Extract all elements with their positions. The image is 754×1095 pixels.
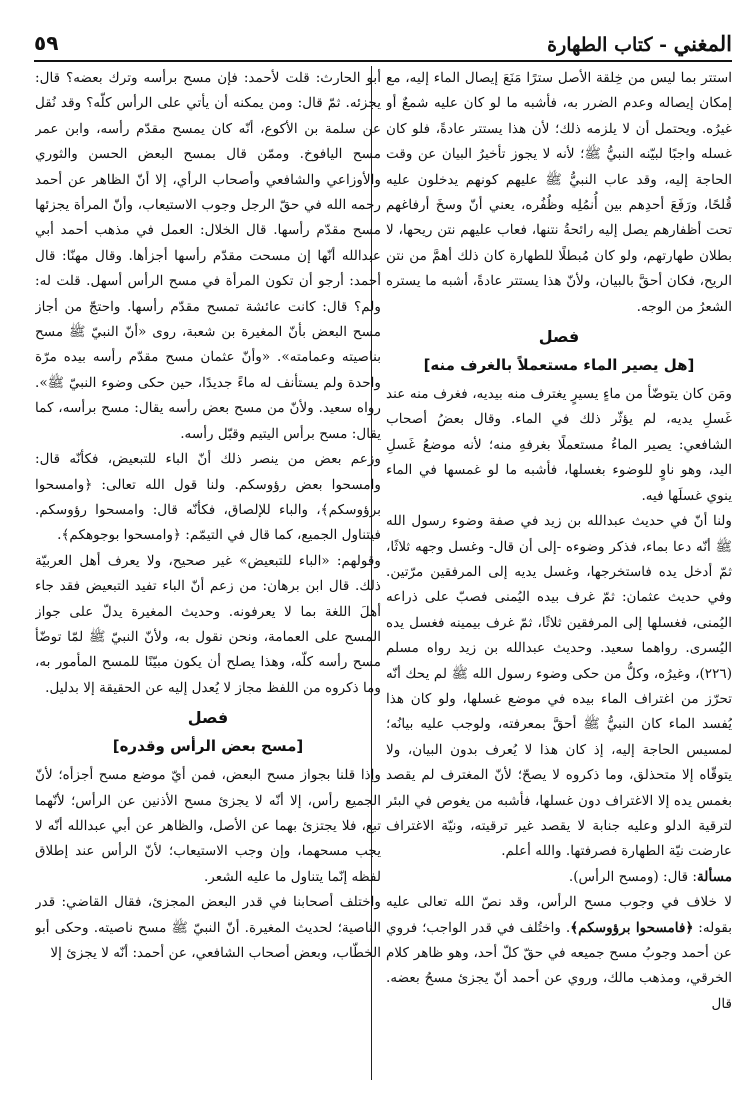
paragraph: [386, 890, 732, 1017]
left-column: [35, 66, 381, 1080]
paragraph: ولنا أنّ في حديث عبدالله بن زيد في صفة وضوء رسول الله ﷺ أنّه دعا بماء، فذكر وضوءه -إلى أن قال- وغسل وجهه ثلاثًا، ثمّ أدخل يده فاستخرجها، وغسل يديه إلى المرفقين مرّتين. وفي حديث عثمان: ثمّ غرف بيده اليُمنى فصبّ على ذراعه اليُمنى، فغسلها إلى المرفقين ثلاثًا، ثمّ غرف بيمينه فغسل يده اليُسرى. رواهما سعيد. وحديث عبدالله بن زيد رواه مسلم (٢٢٦)، وغيرُه، وكلُّ من حكى وضوء رسول الله ﷺ لم يحك أنّه تحرّز من اغتراف الماء بيده في موضع غسلها، ولو كان هذا يُفسد الماء كان النبيُّ ﷺ أحقَّ بمعرفته، ولوجب عليه بيانُه؛ لمسيس الحاجة إليه، إذ كان هذا لا يُعرف بدون البيان، ولا يتوقّاه إلا متحذلق، وما ذكروه لا يصحّ؛ لأنّ المغترف لم يقصد بغمس يده إلا الاغتراف دون غسلها، فأشبه من يغوص في البئر لترقية الدلو وعليه جنابة لا يقصد غير ترقيته، ونيّة الاغتراف عارضت نيّة الطهارة فصرفتها. والله أعلم.: [386, 513, 732, 860]
right-column: [386, 66, 732, 1080]
paragraph: ومَن كان يتوضّأ من ماءٍ يسيرٍ يغترف منه بيديه، فغرف منه عند غَسلِ يديه، لم يؤثّر ذلك في الماء. وقال بعضُ أصحاب الشافعي: يصير الماءُ مستعملًا بغرفهِ منه؛ لأنه موضعُ غَسلِ اليد، وهو ناوٍ للوضوء بغسلها، فأشبه ما لو غمسها في الماء ينوي غسلَها فيه.: [386, 386, 732, 504]
paragraph: أبو الحارث: قلت لأحمد: فإن مسح برأسه وترك بعضه؟ قال: يجزئه. ثمّ قال: ومن يمكنه أن يأتي على الرأس كلّه؟ وقد نُقل عن سلمة بن الأكوع، أنّه كان يمسح مقدّم رأسه، وابن عمر مسح اليافوخ. وممّن قال بمسح البعض الحسن والثوري والأوزاعي والشافعي وأصحاب الرأي، إلا أنّ الظاهر عن أحمد رحمه الله في حقّ الرجل وجوب الاستيعاب، وأنّ المرأة يجزئها مسح مقدّم رأسها. قال الخلال: العمل في مذهب أحمد أبي عبدالله أنّها إن مسحت مقدّم رأسها أجزأها. وقال مهنّا: قال أحمد: أرجو أن تكون المرأة في مسح الرأس أسهل. قلت له: ولم؟ قال: كانت عائشة تمسح مقدّم رأسها. واحتجّ من أجاز مسح البعض بأنّ المغيرة بن شعبة، روى «أنّ النبيّ ﷺ مسح بناصيته وعمامته». «وأنّ عثمان مسح مقدّم رأسه بيده مرّة واحدة ولم يستأنف له ماءً جديدًا، حين حكى وضوء النبيّ ﷺ». رواه سعيد. ولأنّ من مسح بعض رأسه يقال: مسح برأسه، كما يقال: مسح برأس اليتيم وقبّل رأسه.: [35, 70, 381, 442]
header-rule: [34, 60, 732, 62]
paragraph-text: . واختُلف في قدر الواجب؛ فروي عن أحمد وجوبُ مسح جميعه في حقّ كلّ أحد، وهو ظاهر كلام الخرقي، ومذهب مالك، وروي عن أحمد أنّ يجزئ مسحُ بعضه. قال: [386, 919, 732, 1012]
quran-quote: ﴿فامسحوا برؤوسكم﴾: [570, 919, 694, 936]
masala-label: مسألة: [697, 868, 732, 885]
paragraph: وزعم بعض من ينصر ذلك أنّ الباء للتبعيض، فكأنّه قال: وامسحوا بعض رؤوسكم. ولنا قول الله تعالى: ﴿وامسحوا برؤوسكم﴾، والباء للإلصاق، فكأنّه قال: وامسحوا رؤوسكم. فيتناول الجميع، كما قال في التيمّم: ﴿وامسحوا بوجوهكم﴾.: [35, 451, 381, 544]
paragraph-text: لا خلاف في وجوب مسح الرأس، وقد نصّ الله تعالى عليه بقوله:: [386, 894, 732, 936]
paragraph: استتر بما ليس من خِلقة الأصل سترًا مَنَعَ إيصال الماء إليه، مع إمكان إيصاله وعدم الضرر به، فأشبه ما لو كان عليه شمعٌ أو غيرُه. ويحتمل أن لا يلزمه ذلك؛ لأن هذا يستتر عادةً، فلو كان غسله واجبًا لبيّنه النبيُّ ﷺ؛ لأنه لا يجوز تأخيرُ البيان عن وقت الحاجة إليه، وقد عاب النبيُّ ﷺ عليهم كونهم يدخلون عليه قُلحًا، ورَفَعَ أحدِهم بين أُنمُلِه وظُفُره، يعني أنّ وسخَ أرفاغهم تحت أظفارهم يصل إليه رائحةُ نتنها، فعاب عليهم نتن ريحها، لا بطلان طهارتهم، ولو كان مُبطلًا للطهارة كان ذلك أهمَّ من نتن الريح، فكان أحقَّ بالبيان، ولأنّ هذا يستتر عادةً، أشبه ما يستره الشعرُ من الوجه.: [386, 70, 732, 315]
section-title: - كتاب الطهارة: [547, 33, 674, 56]
paragraph: واختلف أصحابنا في قدر البعض المجزئ، فقال القاضي: قدر الناصية؛ لحديث المغيرة. أنّ النبيّ ﷺ مسح ناصيته. وحكى أبو الخطّاب، وبعض أصحاب الشافعي، عن أحمد: أنّه لا يجزئ إلا: [35, 894, 381, 961]
running-title: [547, 31, 732, 56]
page-header: [34, 28, 732, 58]
paragraph: وقولهم: «الباء للتبعيض» غير صحيح، ولا يعرف أهل العربيّة ذلك. قال ابن برهان: من زعم أنّ الباء تفيد التبعيض فقد جاء أهلَ اللغة بما لا يعرفونه. وحديث المغيرة يدلّ على جواز المسح على العمامة، ونحن نقول به، ولأنّ النبيّ ﷺ لمّا توضّأ مسح رأسه كلّه، وهذا يصلح أن يكون مبيّنًا للمسح المأمور به، وما ذكروه من اللفظ مجاز لا يُعدل إليه عن الحقيقة إلا بدليل.: [35, 552, 381, 696]
paragraph: وإذا قلنا بجواز مسح البعض، فمن أيّ موضع مسح أجزأه؛ لأنّ الجميع رأس، إلا أنّه لا يجزئ مسح الأذنين عن الرأس؛ لأنّهما تبع، فلا يجتزئ بهما عن الأصل، والظاهر عن أبي عبدالله أنّه لا يجب مسحهما، وإن وجب الاستيعاب؛ لأنّ الرأس عند إطلاق لفظه إنّما يتناول ما عليه الشعر.: [35, 767, 381, 885]
section-subheading: [مسح بعض الرأس وقدره]: [112, 737, 304, 756]
masala-line: [386, 865, 732, 890]
section-subheading: [هل يصير الماء مستعملاً بالغرف منه]: [423, 356, 695, 375]
section-heading: فصل: [538, 327, 580, 347]
book-title: المغني: [673, 30, 732, 56]
masala-text: : قال: (ومسح الرأس).: [568, 868, 698, 885]
section-heading: فصل: [187, 708, 229, 728]
page-number: ٥٩: [34, 31, 59, 55]
